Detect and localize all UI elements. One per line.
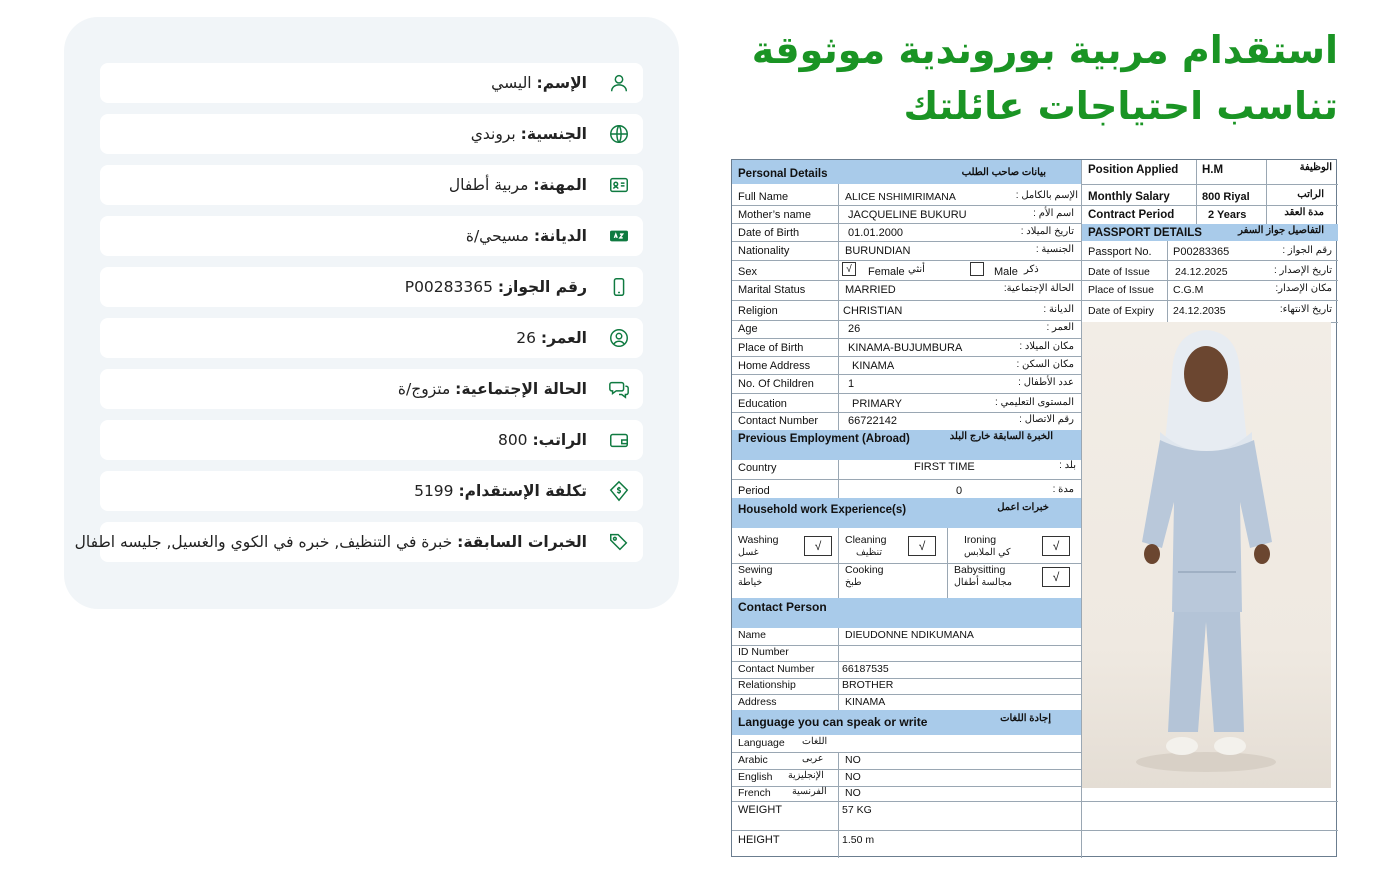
info-text: [414, 482, 593, 500]
language-title: Language you can speak or write: [738, 715, 928, 729]
language-title-ar: إجادة اللغات: [1000, 713, 1051, 724]
language-row-label-ar: عربى: [802, 753, 824, 764]
divider: [732, 661, 1081, 662]
user-circle-icon: [603, 322, 635, 354]
height-value: 1.50 m: [842, 834, 875, 846]
height-label: HEIGHT: [738, 834, 780, 846]
divider: [732, 241, 1081, 242]
contact-row-label: Relationship: [738, 679, 796, 691]
previous-employment-title-ar: الخبرة السابقة خارج البلد: [949, 431, 1053, 442]
divider: [732, 280, 1081, 281]
personal-row-label: Contact Number: [738, 415, 819, 427]
personal-row-ar: الحالة الإجتماعية:: [1003, 283, 1074, 294]
skill-label: Washing: [738, 534, 779, 546]
sex-label: Sex: [738, 266, 757, 278]
personal-row-label: Date of Birth: [738, 227, 800, 239]
info-row-age: [100, 318, 643, 358]
personal-row-ar: المستوى التعليمي :: [995, 397, 1074, 408]
contact-row-label: Contact Number: [738, 663, 815, 675]
divider: [732, 412, 1081, 413]
headline-line-2: تناسب احتياجات عائلتك: [903, 84, 1338, 128]
contact-row-value: KINAMA: [845, 696, 886, 708]
info-label: الديانة:: [533, 227, 587, 245]
info-text: [75, 533, 593, 551]
divider: [732, 752, 1081, 753]
info-text: [449, 176, 593, 194]
language-row-value: NO: [845, 771, 861, 783]
language-label: Language: [738, 737, 785, 749]
household-title-ar: خبرات اعمل: [997, 502, 1049, 513]
contact-row-value: DIEUDONNE NDIKUMANA: [845, 629, 974, 641]
personal-row-ar: مكان السكن :: [1016, 359, 1074, 370]
divider: [732, 356, 1081, 357]
personal-row-ar: الجنسية :: [1035, 244, 1074, 255]
cv-form: [731, 159, 1337, 857]
personal-row-value: 1: [848, 378, 855, 390]
skill-label: Sewing: [738, 564, 773, 576]
contact-row-label: Address: [738, 696, 777, 708]
divider: [732, 563, 1081, 564]
contact-person-title: Contact Person: [738, 600, 827, 614]
personal-row-ar: الديانة :: [1043, 304, 1074, 315]
sex-male-label-ar: ذكر: [1024, 264, 1039, 275]
passport-row-value: P00283365: [1173, 246, 1230, 258]
passport-row-value: 24.12.2035: [1173, 305, 1226, 317]
passport-details-title-ar: التفاصيل جواز السفر: [1238, 225, 1324, 236]
personal-row-value: 66722142: [848, 415, 897, 427]
info-value: بروندي: [470, 125, 521, 143]
personal-row-value: 26: [848, 323, 861, 335]
personal-row-value: MARRIED: [845, 284, 896, 296]
info-value: 26: [516, 329, 541, 347]
sex-female-label: Female: [868, 266, 905, 278]
info-row-cost: [100, 471, 643, 511]
divider: [732, 393, 1081, 394]
info-label: الراتب:: [532, 431, 587, 449]
info-card: [64, 17, 679, 609]
skill-label: Babysitting: [954, 564, 1006, 576]
language-label-ar: اللغات: [802, 736, 828, 747]
divider: [732, 338, 1081, 339]
info-text: [498, 431, 593, 449]
info-value: اليسي: [491, 74, 537, 92]
divider: [732, 801, 1338, 802]
info-label: الحالة الإجتماعية:: [455, 380, 587, 398]
divider: [1081, 280, 1338, 281]
info-value: متزوج/ة: [397, 380, 456, 398]
skill-label: Cooking: [845, 564, 884, 576]
divider: [1167, 241, 1168, 322]
divider: [1081, 260, 1338, 261]
skill-label-ar: غسل: [738, 547, 759, 558]
info-row-nationality: [100, 114, 643, 154]
wallet-icon: [603, 424, 635, 456]
skill-babysitting-checkbox[interactable]: √: [1042, 567, 1070, 587]
country-ar: بلد :: [1059, 460, 1076, 471]
skill-label: Ironing: [964, 534, 997, 546]
personal-row-ar: العمر :: [1046, 322, 1074, 333]
user-icon: [603, 67, 635, 99]
contract-period-value: 2 Years: [1208, 209, 1247, 221]
position-applied-value: H.M: [1202, 164, 1224, 176]
divider: [732, 479, 1081, 480]
info-row-passport: [100, 267, 643, 307]
info-row-salary: [100, 420, 643, 460]
monthly-salary-value: 800 Riyal: [1202, 191, 1250, 203]
personal-row-ar: الإسم بالكامل :: [1015, 190, 1078, 201]
personal-row-value: BURUNDIAN: [845, 245, 911, 257]
skill-label-ar: مجالسة أطفال: [954, 577, 1013, 588]
info-label: المهنة:: [533, 176, 587, 194]
divider: [1081, 300, 1338, 301]
country-value: FIRST TIME: [914, 461, 975, 473]
passport-row-ar: مكان الإصدار:: [1275, 283, 1332, 294]
personal-row-label: Full Name: [738, 191, 789, 203]
personal-row-value: KINAMA: [852, 360, 895, 372]
skill-label-ar: طبخ: [845, 577, 862, 588]
divider: [1081, 184, 1338, 185]
personal-row-ar: رقم الاتصال :: [1019, 414, 1074, 425]
info-row-name: [100, 63, 643, 103]
sex-male-label: Male: [994, 266, 1018, 278]
skill-label-ar: كي الملابس: [964, 547, 1011, 558]
info-text: [491, 74, 593, 92]
id-card-icon: [603, 169, 635, 201]
skill-washing-checkbox[interactable]: √: [804, 536, 832, 556]
info-text: [405, 278, 593, 296]
info-label: الإسم:: [536, 74, 587, 92]
divider: [732, 300, 1081, 301]
sex-female-label-ar: أنثي: [908, 264, 925, 275]
skill-cleaning-checkbox[interactable]: √: [908, 536, 936, 556]
divider: [732, 223, 1081, 224]
personal-row-value: 01.01.2000: [848, 227, 904, 239]
passport-row-value: 24.12.2025: [1175, 266, 1228, 278]
language-row-value: NO: [845, 754, 861, 766]
skill-label: Cleaning: [845, 534, 887, 546]
divider: [732, 694, 1081, 695]
chat-bubbles-icon: [603, 373, 635, 405]
contract-period-label: Contract Period: [1088, 209, 1175, 221]
divider: [1266, 160, 1267, 224]
mobile-passport-icon: [603, 271, 635, 303]
info-row-profession: [100, 165, 643, 205]
personal-row-value: JACQUELINE BUKURU: [848, 209, 967, 221]
info-label: تكلفة الإستقدام:: [458, 482, 587, 500]
personal-row-label: Age: [738, 323, 758, 335]
previous-employment-title: Previous Employment (Abroad): [738, 433, 910, 445]
personal-row-ar: عدد الأطفال :: [1018, 377, 1074, 388]
info-text: [516, 329, 593, 347]
sex-female-checkbox[interactable]: √: [842, 262, 856, 276]
info-value: مربية أطفال: [448, 176, 534, 194]
contact-row-label: Name: [738, 629, 767, 641]
personal-row-label: No. Of Children: [738, 378, 814, 390]
divider: [732, 205, 1081, 206]
period-ar: مدة :: [1052, 484, 1074, 495]
personal-details-title: Personal Details: [738, 168, 828, 180]
position-applied-ar: الوظيفة: [1299, 162, 1332, 173]
personal-row-label: Mother’s name: [738, 209, 811, 221]
info-value: مسيحي/ة: [465, 227, 534, 245]
personal-row-label: Nationality: [738, 245, 790, 257]
personal-row-label: Marital Status: [738, 284, 806, 296]
contact-row-value: 66187535: [842, 663, 889, 675]
divider: [1081, 205, 1338, 206]
passport-row-label: Date of Issue: [1088, 266, 1150, 278]
country-label: Country: [738, 462, 777, 474]
household-title: Household work Experience(s): [738, 504, 907, 516]
info-text: [471, 125, 593, 143]
passport-row-ar: رقم الجواز :: [1282, 245, 1332, 256]
passport-row-ar: تاريخ الإصدار :: [1273, 265, 1332, 276]
passport-row-label: Passport No.: [1088, 246, 1152, 258]
divider: [1196, 160, 1197, 224]
skill-label-ar: خياطة: [738, 577, 763, 588]
headline: [698, 22, 1338, 134]
weight-value: 57 KG: [842, 804, 872, 816]
contact-row-value: BROTHER: [842, 679, 894, 691]
info-value: خبرة في التنظيف, خبره في الكوي والغسيل, جليسه اطفال: [74, 533, 458, 551]
personal-row-value: KINAMA-BUJUMBURA: [848, 342, 963, 354]
info-value: P00283365: [404, 278, 498, 296]
language-row-label: French: [738, 787, 771, 799]
personal-row-ar: تاريخ الميلاد :: [1020, 226, 1074, 237]
sex-male-checkbox[interactable]: [970, 262, 984, 276]
monthly-salary-ar: الراتب: [1297, 189, 1324, 200]
info-label: رقم الجواز:: [497, 278, 587, 296]
position-applied-label: Position Applied: [1088, 164, 1179, 176]
info-value: 800: [497, 431, 533, 449]
passport-row-label: Date of Expiry: [1088, 305, 1154, 317]
money-tag-icon: [603, 475, 635, 507]
info-row-experience: [74, 522, 643, 562]
personal-row-label: Home Address: [738, 360, 811, 372]
language-row-label: Arabic: [738, 754, 768, 766]
divider: [732, 769, 1081, 770]
personal-row-label: Education: [738, 398, 787, 410]
info-label: الجنسية:: [520, 125, 587, 143]
divider: [732, 374, 1081, 375]
divider: [838, 752, 839, 858]
skill-ironing-checkbox[interactable]: √: [1042, 536, 1070, 556]
divider: [732, 830, 1338, 831]
divider: [838, 628, 839, 710]
passport-row-label: Place of Issue: [1088, 284, 1154, 296]
passport-row-ar: تاريخ الانتهاء:: [1279, 304, 1332, 315]
personal-row-value: PRIMARY: [852, 398, 902, 410]
info-text: [466, 227, 593, 245]
info-label: الخبرات السابقة:: [457, 533, 587, 551]
contract-period-ar: مدة العقد: [1284, 207, 1324, 218]
applicant-figure: [1082, 322, 1331, 788]
passport-row-value: C.G.M: [1173, 284, 1204, 296]
language-row-label-ar: الإنجليزية: [788, 770, 824, 781]
monthly-salary-label: Monthly Salary: [1088, 191, 1170, 203]
info-text: [398, 380, 593, 398]
applicant-photo: [1082, 322, 1331, 788]
tags-icon: [603, 526, 635, 558]
period-label: Period: [738, 485, 770, 497]
language-row-label: English: [738, 771, 773, 783]
divider: [732, 260, 1081, 261]
contact-row-label: ID Number: [738, 646, 789, 658]
personal-details-title-ar: بيانات صاحب الطلب: [961, 167, 1046, 178]
weight-label: WEIGHT: [738, 804, 782, 816]
personal-row-label: Place of Birth: [738, 342, 804, 354]
personal-row-ar: مكان الميلاد :: [1019, 341, 1074, 352]
religion-badge-icon: [603, 220, 635, 252]
divider: [732, 786, 1081, 787]
headline-line-1: استقدام مربية بوروندية موثوقة: [751, 28, 1338, 72]
personal-row-ar: اسم الأم :: [1033, 208, 1074, 219]
info-value: 5199: [414, 482, 459, 500]
personal-row-label: Religion: [738, 305, 778, 317]
info-label: العمر:: [540, 329, 587, 347]
language-row-label-ar: الفرنسية: [792, 786, 827, 797]
language-row-value: NO: [845, 787, 861, 799]
info-row-marital: [100, 369, 643, 409]
personal-row-value: ALICE NSHIMIRIMANA: [845, 191, 956, 203]
globe-icon: [603, 118, 635, 150]
period-value: 0: [956, 485, 963, 497]
divider: [732, 320, 1081, 321]
passport-details-title: PASSPORT DETAILS: [1088, 227, 1202, 239]
info-row-religion: [100, 216, 643, 256]
skill-label-ar: تنظيف: [856, 547, 883, 558]
personal-row-value: CHRISTIAN: [843, 305, 903, 317]
